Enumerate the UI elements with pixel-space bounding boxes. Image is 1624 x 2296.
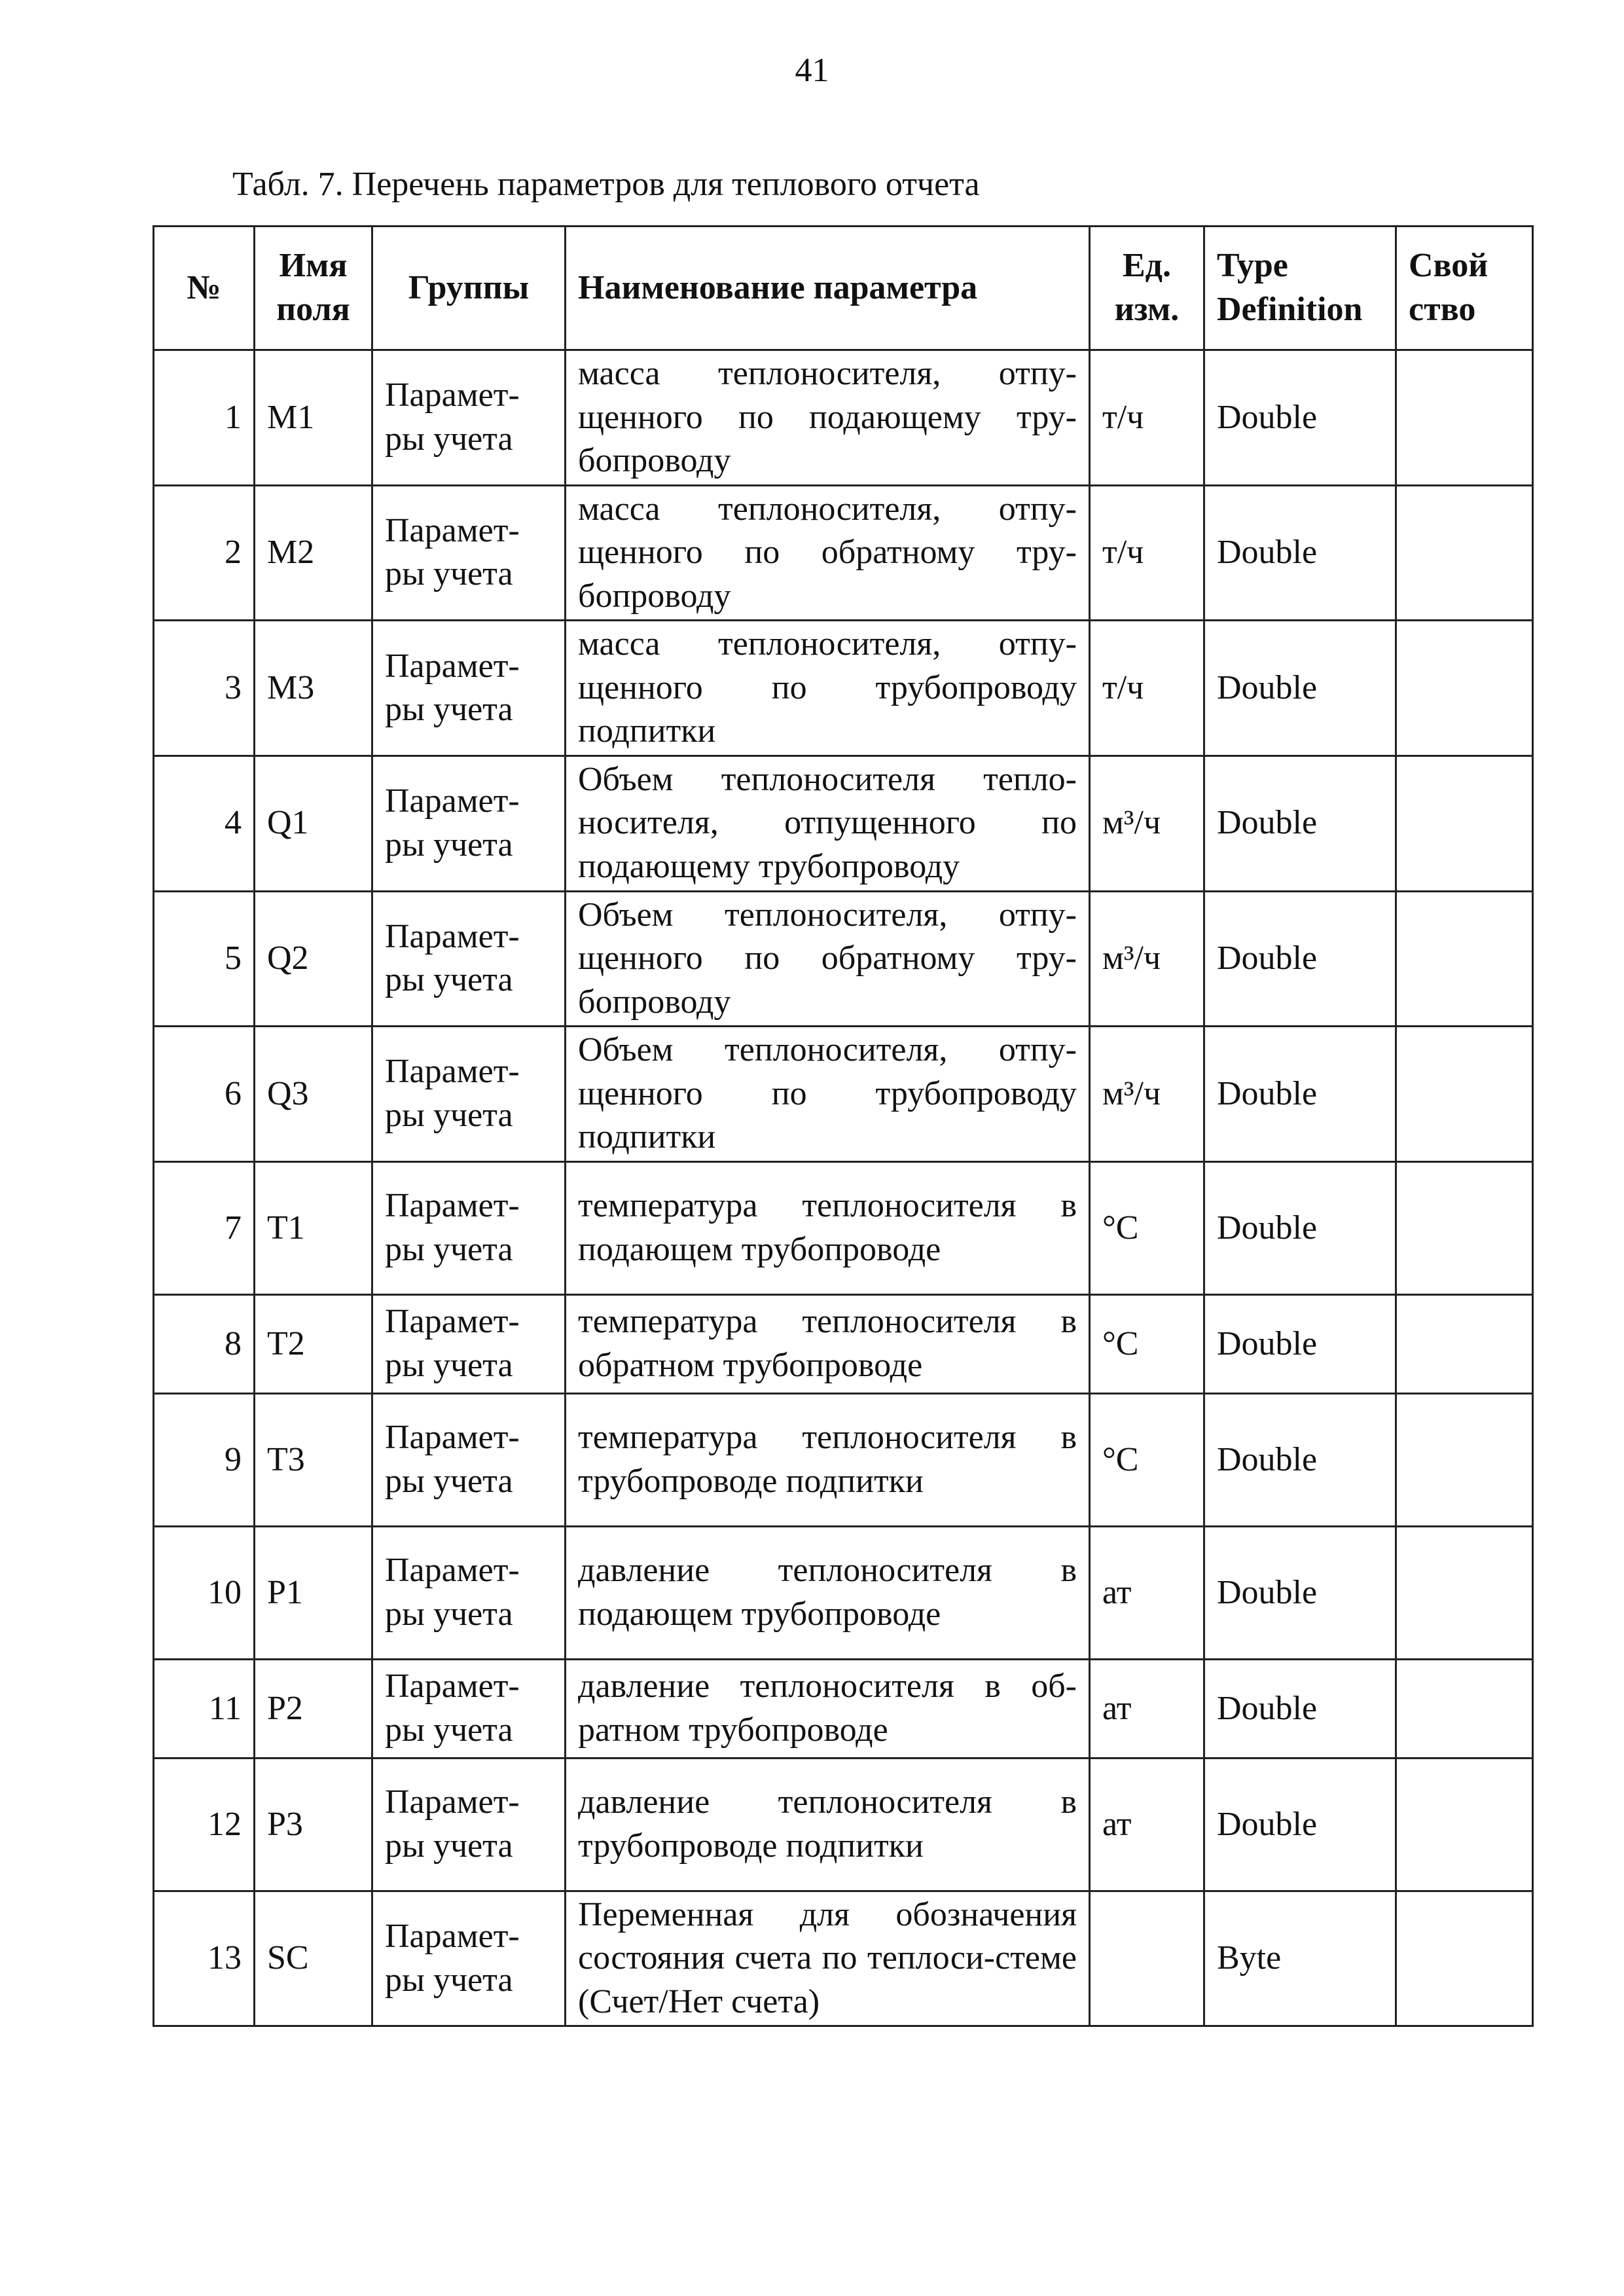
cell-number: 9 xyxy=(154,1393,255,1526)
cell-field-name: T1 xyxy=(255,1161,372,1294)
table-row xyxy=(154,1891,1533,2026)
table-row xyxy=(154,891,1533,1027)
cell-number: 2 xyxy=(154,485,255,621)
header-groups: Группы xyxy=(372,227,566,350)
table-row xyxy=(154,1294,1533,1393)
cell-description: давление теплоносителя в об-ратном трубопроводе xyxy=(566,1659,1090,1758)
cell-unit: м³/ч xyxy=(1090,891,1204,1027)
header-property: Свой ство xyxy=(1396,227,1533,350)
cell-property xyxy=(1396,1393,1533,1526)
cell-type: Double xyxy=(1204,1393,1396,1526)
cell-field-name: Q2 xyxy=(255,891,372,1027)
cell-group: Парамет-ры учета xyxy=(372,756,566,891)
cell-group: Парамет-ры учета xyxy=(372,1526,566,1659)
cell-field-name: M2 xyxy=(255,485,372,621)
cell-property xyxy=(1396,1027,1533,1162)
table-row xyxy=(154,1161,1533,1294)
cell-type: Double xyxy=(1204,350,1396,486)
cell-number: 1 xyxy=(154,350,255,486)
cell-description: масса теплоносителя, отпу-щенного по трубопроводу подпитки xyxy=(566,621,1090,756)
cell-type: Double xyxy=(1204,485,1396,621)
cell-description: температура теплоносителя в обратном трубопроводе xyxy=(566,1294,1090,1393)
cell-field-name: M3 xyxy=(255,621,372,756)
cell-field-name: T2 xyxy=(255,1294,372,1393)
cell-field-name: T3 xyxy=(255,1393,372,1526)
table-row xyxy=(154,756,1533,891)
cell-group: Парамет-ры учета xyxy=(372,350,566,486)
cell-group: Парамет-ры учета xyxy=(372,1393,566,1526)
cell-group: Парамет-ры учета xyxy=(372,1891,566,2026)
cell-field-name: P2 xyxy=(255,1659,372,1758)
cell-property xyxy=(1396,1161,1533,1294)
cell-number: 7 xyxy=(154,1161,255,1294)
cell-number: 12 xyxy=(154,1758,255,1891)
cell-type: Double xyxy=(1204,1161,1396,1294)
cell-property xyxy=(1396,1526,1533,1659)
cell-unit: °С xyxy=(1090,1294,1204,1393)
cell-group: Парамет-ры учета xyxy=(372,485,566,621)
cell-field-name: P3 xyxy=(255,1758,372,1891)
table-row xyxy=(154,1526,1533,1659)
cell-property xyxy=(1396,1659,1533,1758)
cell-property xyxy=(1396,756,1533,891)
cell-group: Парамет-ры учета xyxy=(372,1659,566,1758)
header-parameter-name: Наименование параметра xyxy=(566,227,1090,350)
cell-number: 6 xyxy=(154,1027,255,1162)
cell-group: Парамет-ры учета xyxy=(372,891,566,1027)
cell-group: Парамет-ры учета xyxy=(372,621,566,756)
cell-unit: м³/ч xyxy=(1090,756,1204,891)
table-row xyxy=(154,1659,1533,1758)
cell-field-name: SC xyxy=(255,1891,372,2026)
cell-field-name: M1 xyxy=(255,350,372,486)
table-row xyxy=(154,621,1533,756)
cell-type: Byte xyxy=(1204,1891,1396,2026)
cell-type: Double xyxy=(1204,1027,1396,1162)
cell-type: Double xyxy=(1204,1526,1396,1659)
cell-field-name: Q3 xyxy=(255,1027,372,1162)
cell-unit: ат xyxy=(1090,1758,1204,1891)
cell-description: масса теплоносителя, отпу-щенного по подающему тру-бопроводу xyxy=(566,350,1090,486)
cell-unit xyxy=(1090,1891,1204,2026)
cell-number: 11 xyxy=(154,1659,255,1758)
cell-property xyxy=(1396,891,1533,1027)
cell-description: давление теплоносителя в подающем трубопроводе xyxy=(566,1526,1090,1659)
cell-number: 13 xyxy=(154,1891,255,2026)
table-row xyxy=(154,350,1533,486)
cell-type: Double xyxy=(1204,891,1396,1027)
cell-number: 4 xyxy=(154,756,255,891)
table-row xyxy=(154,485,1533,621)
table-row xyxy=(154,1393,1533,1526)
cell-property xyxy=(1396,621,1533,756)
cell-number: 3 xyxy=(154,621,255,756)
cell-number: 5 xyxy=(154,891,255,1027)
header-number: № xyxy=(154,227,255,350)
table-row xyxy=(154,1027,1533,1162)
cell-group: Парамет-ры учета xyxy=(372,1027,566,1162)
cell-group: Парамет-ры учета xyxy=(372,1161,566,1294)
cell-description: температура теплоносителя в трубопроводе подпитки xyxy=(566,1393,1090,1526)
header-field-name: Имя поля xyxy=(255,227,372,350)
cell-type: Double xyxy=(1204,621,1396,756)
cell-group: Парамет-ры учета xyxy=(372,1758,566,1891)
cell-description: масса теплоносителя, отпу-щенного по обратному тру-бопроводу xyxy=(566,485,1090,621)
cell-number: 10 xyxy=(154,1526,255,1659)
cell-property xyxy=(1396,1758,1533,1891)
cell-group: Парамет-ры учета xyxy=(372,1294,566,1393)
cell-property xyxy=(1396,350,1533,486)
cell-type: Double xyxy=(1204,1758,1396,1891)
page-number: 41 xyxy=(795,52,829,89)
header-type-definition: Type Definition xyxy=(1204,227,1396,350)
table-caption: Табл. 7. Перечень параметров для теплового отчета xyxy=(232,166,980,203)
cell-description: Объем теплоносителя, отпу-щенного по обратному тру-бопроводу xyxy=(566,891,1090,1027)
cell-description: Объем теплоносителя, отпу-щенного по трубопроводу подпитки xyxy=(566,1027,1090,1162)
cell-field-name: Q1 xyxy=(255,756,372,891)
cell-number: 8 xyxy=(154,1294,255,1393)
cell-unit: ат xyxy=(1090,1659,1204,1758)
cell-unit: т/ч xyxy=(1090,621,1204,756)
table-header-row xyxy=(154,227,1533,350)
cell-unit: т/ч xyxy=(1090,350,1204,486)
header-unit: Ед. изм. xyxy=(1090,227,1204,350)
cell-property xyxy=(1396,1294,1533,1393)
cell-unit: °С xyxy=(1090,1393,1204,1526)
cell-type: Double xyxy=(1204,1659,1396,1758)
cell-description: Переменная для обозначения состояния счета по теплоси-стеме (Счет/Нет счета) xyxy=(566,1891,1090,2026)
cell-unit: °С xyxy=(1090,1161,1204,1294)
cell-description: Объем теплоносителя тепло-носителя, отпущенного по подающему трубопроводу xyxy=(566,756,1090,891)
cell-type: Double xyxy=(1204,756,1396,891)
cell-description: температура теплоносителя в подающем трубопроводе xyxy=(566,1161,1090,1294)
cell-description: давление теплоносителя в трубопроводе подпитки xyxy=(566,1758,1090,1891)
parameters-table xyxy=(153,225,1534,2027)
cell-property xyxy=(1396,485,1533,621)
cell-property xyxy=(1396,1891,1533,2026)
cell-unit: ат xyxy=(1090,1526,1204,1659)
cell-field-name: P1 xyxy=(255,1526,372,1659)
cell-unit: м³/ч xyxy=(1090,1027,1204,1162)
cell-unit: т/ч xyxy=(1090,485,1204,621)
cell-type: Double xyxy=(1204,1294,1396,1393)
table-row xyxy=(154,1758,1533,1891)
